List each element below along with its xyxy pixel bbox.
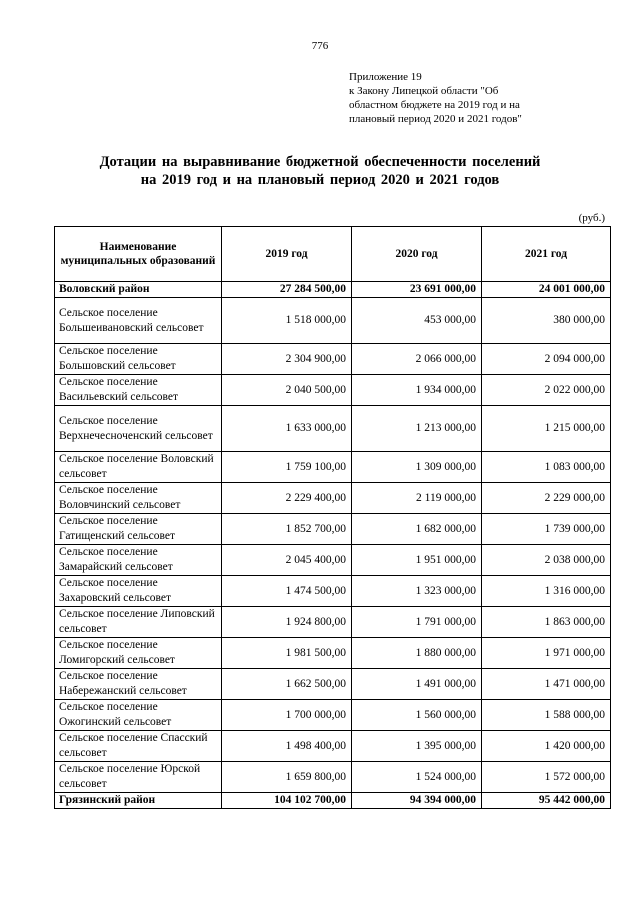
table-row (55, 452, 611, 483)
row-value-2019: 2 304 900,00 (222, 344, 352, 375)
header-2019: 2019 год (222, 227, 352, 282)
row-value-2020: 1 951 000,00 (352, 545, 482, 576)
row-value-2020: 1 934 000,00 (352, 375, 482, 406)
unit-note: (руб.) (578, 212, 605, 224)
row-name-cell: Сельское поселение Воловчинский сельсовет (55, 483, 222, 514)
table-body (55, 282, 611, 809)
row-value-2019: 2 045 400,00 (222, 545, 352, 576)
row-name-cell: Сельское поселение Набережанский сельсовет (55, 669, 222, 700)
row-value-2019: 2 040 500,00 (222, 375, 352, 406)
table-row (55, 638, 611, 669)
row-value-2020: 1 213 000,00 (352, 406, 482, 452)
table-row (55, 576, 611, 607)
row-value-2019: 1 518 000,00 (222, 298, 352, 344)
row-value-2019: 27 284 500,00 (222, 282, 352, 298)
annex-line: областном бюджете на 2019 год и на (349, 99, 520, 111)
row-value-2021: 2 229 000,00 (482, 483, 611, 514)
row-value-2020: 1 491 000,00 (352, 669, 482, 700)
row-name-cell: Сельское поселение Захаровский сельсовет (55, 576, 222, 607)
row-name-cell: Сельское поселение Ожогинский сельсовет (55, 700, 222, 731)
row-value-2021: 24 001 000,00 (482, 282, 611, 298)
row-value-2019: 2 229 400,00 (222, 483, 352, 514)
row-value-2019: 1 924 800,00 (222, 607, 352, 638)
annex-note (349, 70, 619, 126)
grants-table (54, 226, 611, 809)
row-value-2021: 1 572 000,00 (482, 762, 611, 793)
row-name-cell: Грязинский район (55, 793, 222, 809)
row-value-2020: 1 524 000,00 (352, 762, 482, 793)
row-value-2021: 2 038 000,00 (482, 545, 611, 576)
row-value-2021: 1 588 000,00 (482, 700, 611, 731)
row-name-cell: Сельское поселение Большеивановский сельсовет (55, 298, 222, 344)
row-name-cell: Сельское поселение Верхнечесноченский сельсовет (55, 406, 222, 452)
header-2021: 2021 год (482, 227, 611, 282)
table-row (55, 375, 611, 406)
annex-line: Приложение 19 (349, 71, 422, 83)
row-value-2021: 1 739 000,00 (482, 514, 611, 545)
row-value-2019: 1 662 500,00 (222, 669, 352, 700)
row-value-2019: 1 659 800,00 (222, 762, 352, 793)
row-value-2019: 1 498 400,00 (222, 731, 352, 762)
table-row (55, 483, 611, 514)
row-name-cell: Воловский район (55, 282, 222, 298)
table-row (55, 298, 611, 344)
table-row (55, 607, 611, 638)
row-value-2020: 1 880 000,00 (352, 638, 482, 669)
row-value-2020: 453 000,00 (352, 298, 482, 344)
row-value-2019: 1 633 000,00 (222, 406, 352, 452)
row-value-2019: 1 852 700,00 (222, 514, 352, 545)
row-value-2019: 1 759 100,00 (222, 452, 352, 483)
row-name-cell: Сельское поселение Гатищенский сельсовет (55, 514, 222, 545)
page-number: 776 (311, 40, 329, 52)
row-name-cell: Сельское поселение Большовский сельсовет (55, 344, 222, 375)
title-line-1: Дотации на выравнивание бюджетной обеспеченности поселений (99, 154, 541, 170)
table-header-row (55, 227, 611, 282)
row-value-2020: 1 395 000,00 (352, 731, 482, 762)
row-value-2021: 1 420 000,00 (482, 731, 611, 762)
table-row (55, 514, 611, 545)
row-name-cell: Сельское поселение Ломигорский сельсовет (55, 638, 222, 669)
table-row (55, 669, 611, 700)
table-row (55, 700, 611, 731)
row-value-2020: 1 791 000,00 (352, 607, 482, 638)
district-row (55, 793, 611, 809)
table-row (55, 344, 611, 375)
row-name-cell: Сельское поселение Липовский сельсовет (55, 607, 222, 638)
row-name-cell: Сельское поселение Воловский сельсовет (55, 452, 222, 483)
row-value-2021: 2 094 000,00 (482, 344, 611, 375)
row-value-2021: 2 022 000,00 (482, 375, 611, 406)
annex-line: к Закону Липецкой области "Об (349, 85, 499, 97)
row-value-2020: 1 560 000,00 (352, 700, 482, 731)
row-value-2021: 1 215 000,00 (482, 406, 611, 452)
document-title (40, 153, 600, 189)
row-value-2020: 1 682 000,00 (352, 514, 482, 545)
table-row (55, 762, 611, 793)
table-row (55, 545, 611, 576)
row-name-cell: Сельское поселение Васильевский сельсовет (55, 375, 222, 406)
row-value-2021: 1 863 000,00 (482, 607, 611, 638)
annex-line: плановый период 2020 и 2021 годов" (349, 113, 522, 125)
row-name-cell: Сельское поселение Юрской сельсовет (55, 762, 222, 793)
row-value-2019: 104 102 700,00 (222, 793, 352, 809)
row-value-2021: 1 971 000,00 (482, 638, 611, 669)
row-value-2019: 1 981 500,00 (222, 638, 352, 669)
row-name-cell: Сельское поселение Спасский сельсовет (55, 731, 222, 762)
row-value-2021: 1 316 000,00 (482, 576, 611, 607)
row-value-2020: 1 309 000,00 (352, 452, 482, 483)
row-value-2019: 1 474 500,00 (222, 576, 352, 607)
title-line-2: на 2019 год и на плановый период 2020 и 2021 годов (140, 172, 500, 188)
row-value-2021: 380 000,00 (482, 298, 611, 344)
row-value-2020: 1 323 000,00 (352, 576, 482, 607)
row-value-2020: 94 394 000,00 (352, 793, 482, 809)
row-value-2019: 1 700 000,00 (222, 700, 352, 731)
row-value-2020: 2 066 000,00 (352, 344, 482, 375)
table-row (55, 406, 611, 452)
row-value-2021: 1 471 000,00 (482, 669, 611, 700)
header-name: Наименование муниципальных образований (55, 227, 222, 282)
table-row (55, 731, 611, 762)
header-2020: 2020 год (352, 227, 482, 282)
row-value-2020: 23 691 000,00 (352, 282, 482, 298)
district-row (55, 282, 611, 298)
row-value-2021: 1 083 000,00 (482, 452, 611, 483)
row-name-cell: Сельское поселение Замарайский сельсовет (55, 545, 222, 576)
row-value-2020: 2 119 000,00 (352, 483, 482, 514)
row-value-2021: 95 442 000,00 (482, 793, 611, 809)
